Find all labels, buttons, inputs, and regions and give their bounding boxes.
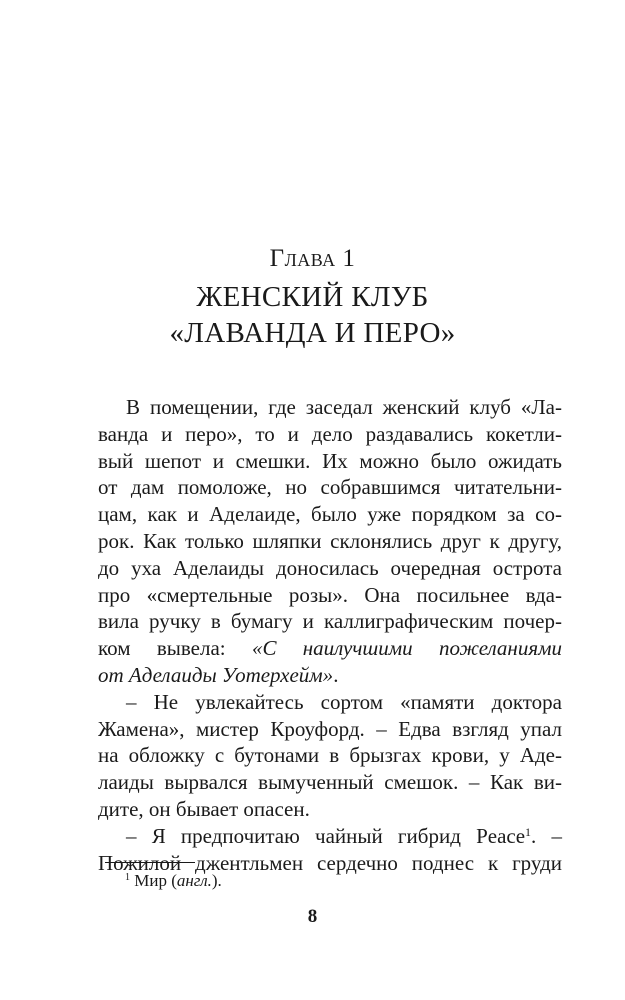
text-line: цам, как и Аделаиде, было уже порядком за со-: [98, 502, 562, 527]
body-text: [98, 394, 562, 876]
italic-inscription: от Аделаиды Уотерхейм»: [98, 662, 334, 687]
chapter-label: Глава 1: [269, 245, 356, 272]
text-segment: ком вывела:: [98, 636, 252, 661]
text-line: вый шепот и смешки. Их можно было ожидать: [98, 448, 562, 473]
text-line: Пожилой джентльмен сердечно поднес к груди: [98, 850, 562, 875]
text-line: вила ручку в бумагу и каллиграфическим почер-: [98, 609, 562, 634]
text-line: от дам помоложе, но собравшимся читательни-: [98, 475, 562, 500]
footnote-text-end: ).: [211, 871, 222, 890]
footnote-italic: англ.: [176, 871, 212, 890]
text-line: дите, он бывает опасен.: [98, 796, 310, 821]
footnote: [125, 871, 222, 891]
text-line: ванда и перо», то и дело раздавались кокетли-: [98, 421, 562, 446]
footnote-divider: [105, 862, 195, 863]
text-line: на обложку с бутонами в брызгах крови, у Аде-: [98, 743, 562, 768]
text-line: рок. Как только шляпки склонялись друг к другу,: [98, 528, 562, 553]
text-line: Жамена», мистер Кроуфорд. – Едва взгляд упал: [98, 716, 562, 741]
text-line: [98, 635, 562, 662]
text-line: про «смертельные розы». Она посильнее вда-: [98, 582, 562, 607]
text-line: лаиды вырвался вымученный смешок. – Как ви-: [98, 770, 562, 795]
text-line: [98, 823, 562, 850]
footnote-marker: 1: [125, 872, 130, 883]
chapter-title-line-1: ЖЕНСКИЙ КЛУБ: [196, 281, 429, 313]
text-line: В помещении, где заседал женский клуб «Ла-: [126, 395, 562, 419]
footnote-text: Мир (: [130, 871, 177, 890]
chapter-title-line-2: «ЛАВАНДА И ПЕРО»: [169, 317, 456, 349]
text-line: – Не увлекайтесь сортом «памяти доктора: [126, 689, 562, 714]
footnote-reference[interactable]: 1: [525, 824, 532, 839]
text-segment: . –: [531, 823, 562, 848]
page-number: 8: [307, 906, 318, 927]
text-line: [98, 662, 562, 689]
text-segment: .: [333, 662, 339, 687]
chapter-title: [0, 279, 625, 351]
italic-inscription: «С наилучшими пожеланиями: [251, 636, 562, 661]
text-segment: – Я предпочитаю чайный гибрид Peace: [126, 823, 526, 848]
text-line: до уха Аделаиды доносилась очередная острота: [98, 555, 562, 580]
